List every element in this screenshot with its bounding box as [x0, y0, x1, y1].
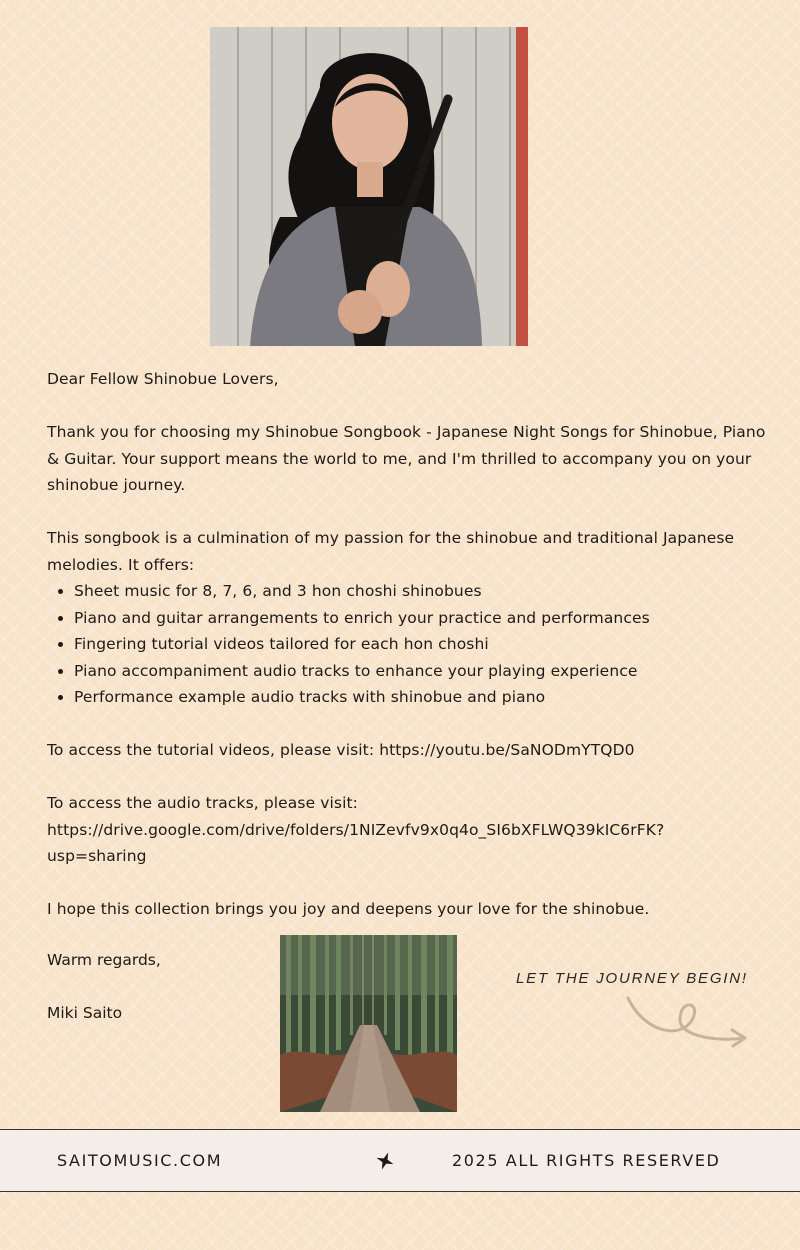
footer	[0, 1129, 800, 1192]
list-item: • Piano and guitar arrangements to enrich your practice and performances	[74, 605, 767, 632]
warm-regards: Warm regards,	[47, 951, 161, 969]
signature: Miki Saito	[47, 1004, 123, 1022]
list-item: • Performance example audio tracks with shinobue and piano	[74, 684, 767, 711]
letter-body	[47, 366, 767, 949]
website-link[interactable]: SAITOMUSIC.COM	[57, 1151, 223, 1170]
portrait-photo	[210, 27, 528, 346]
offers-list	[47, 578, 767, 711]
list-item: • Fingering tutorial videos tailored for each hon choshi	[74, 631, 767, 658]
four-point-star-icon	[376, 1152, 394, 1170]
portrait-illustration	[210, 27, 528, 346]
bamboo-illustration	[280, 935, 457, 1112]
tutorial-videos-link[interactable]: To access the tutorial videos, please visit: https://youtu.be/SaNODmYTQD0	[47, 741, 635, 759]
curly-arrow-icon	[622, 992, 752, 1054]
audio-tracks-link-continued[interactable]: usp=sharing	[47, 847, 147, 865]
list-item: • Sheet music for 8, 7, 6, and 3 hon choshi shinobues	[74, 578, 767, 605]
bamboo-photo	[280, 935, 457, 1112]
copyright-text: 2025 ALL RIGHTS RESERVED	[452, 1151, 721, 1170]
audio-tracks-link[interactable]: https://drive.google.com/drive/folders/1NIZevfv9x0q4o_SI6bXFLWQ39kIC6rFK?	[47, 820, 665, 839]
journey-tagline: LET THE JOURNEY BEGIN!	[516, 970, 748, 987]
paragraph-songbook-intro: This songbook is a culmination of my passion for the shinobue and traditional Japanese melodies. It offers:	[47, 529, 735, 574]
audio-tracks-paragraph	[47, 790, 767, 870]
greeting: Dear Fellow Shinobue Lovers,	[47, 370, 279, 388]
signoff	[47, 947, 161, 1053]
closing-line: I hope this collection brings you joy and deepens your love for the shinobue.	[47, 900, 650, 918]
audio-tracks-label: To access the audio tracks, please visit:	[47, 794, 358, 812]
paragraph-thanks: Thank you for choosing my Shinobue Songbook - Japanese Night Songs for Shinobue, Piano & Guitar. Your support means the world to me, and I'm thrilled to accompany you on your shinobue journey.	[47, 423, 766, 494]
list-item: • Piano accompaniment audio tracks to enhance your playing experience	[74, 658, 767, 685]
